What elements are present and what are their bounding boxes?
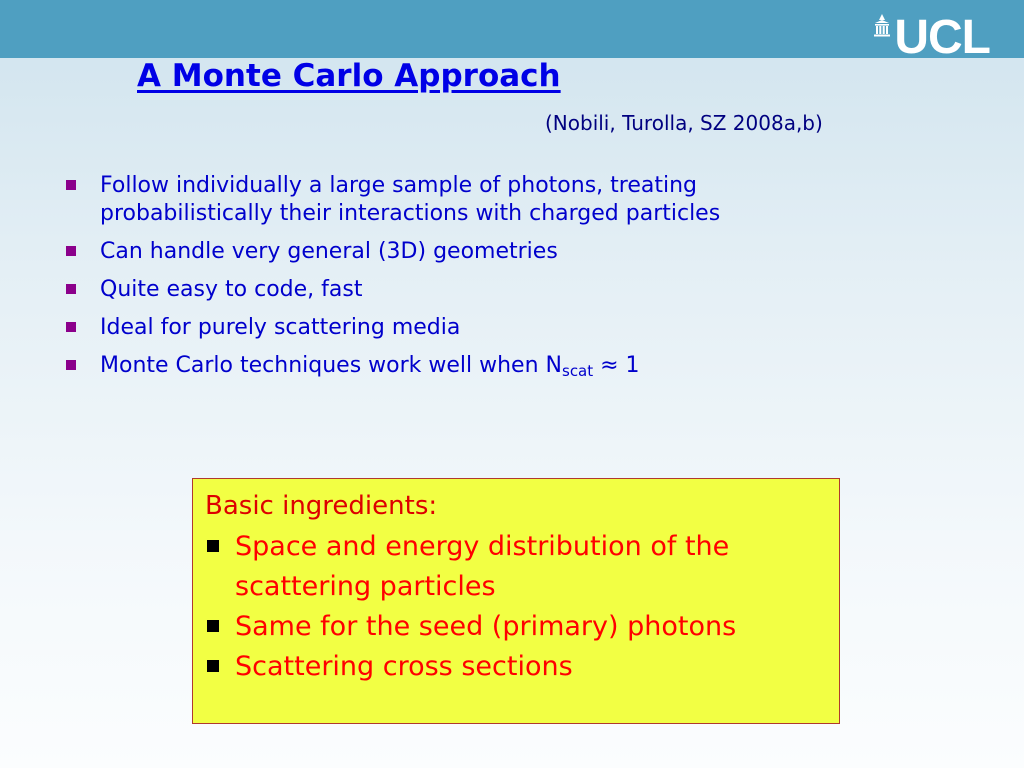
ingredient-text: Space and energy distribution of the	[235, 531, 730, 562]
box-heading: Basic ingredients:	[205, 491, 438, 521]
ingredient-text: Same for the seed (primary) photons	[235, 611, 737, 642]
bullet-text-suffix: ≈ 1	[593, 353, 640, 378]
bullet-text-continued: probabilistically their interactions with charged particles	[100, 201, 721, 226]
list-item	[62, 314, 962, 342]
bullet-text: Follow individually a large sample of photons, treating	[100, 173, 697, 198]
list-item	[205, 647, 827, 687]
portico-icon	[872, 14, 892, 38]
list-item	[62, 352, 962, 380]
list-item	[62, 276, 962, 304]
square-bullet-icon	[207, 620, 219, 632]
bullet-text: Monte Carlo techniques work well when N	[100, 353, 562, 378]
logo-text: UCL	[894, 11, 990, 64]
square-bullet-icon	[66, 180, 76, 190]
list-item	[205, 527, 827, 607]
slide-title: A Monte Carlo Approach	[137, 58, 561, 94]
ingredient-text: Scattering cross sections	[235, 651, 573, 682]
list-item	[62, 238, 962, 266]
bullet-text: Ideal for purely scattering media	[100, 315, 461, 340]
subscript: scat	[562, 362, 594, 380]
bullet-list	[62, 172, 962, 390]
ingredients-box	[192, 478, 840, 724]
bullet-text: Quite easy to code, fast	[100, 277, 363, 302]
ucl-logo	[872, 11, 990, 64]
header-bar	[0, 0, 1024, 64]
ingredient-text-continued: scattering particles	[235, 571, 496, 602]
square-bullet-icon	[207, 660, 219, 672]
citation: (Nobili, Turolla, SZ 2008a,b)	[545, 111, 823, 135]
bullet-text: Can handle very general (3D) geometries	[100, 239, 558, 264]
list-item	[205, 607, 827, 647]
square-bullet-icon	[207, 540, 219, 552]
square-bullet-icon	[66, 360, 76, 370]
ingredients-list	[205, 527, 827, 687]
square-bullet-icon	[66, 284, 76, 294]
list-item	[62, 172, 962, 228]
square-bullet-icon	[66, 322, 76, 332]
square-bullet-icon	[66, 246, 76, 256]
